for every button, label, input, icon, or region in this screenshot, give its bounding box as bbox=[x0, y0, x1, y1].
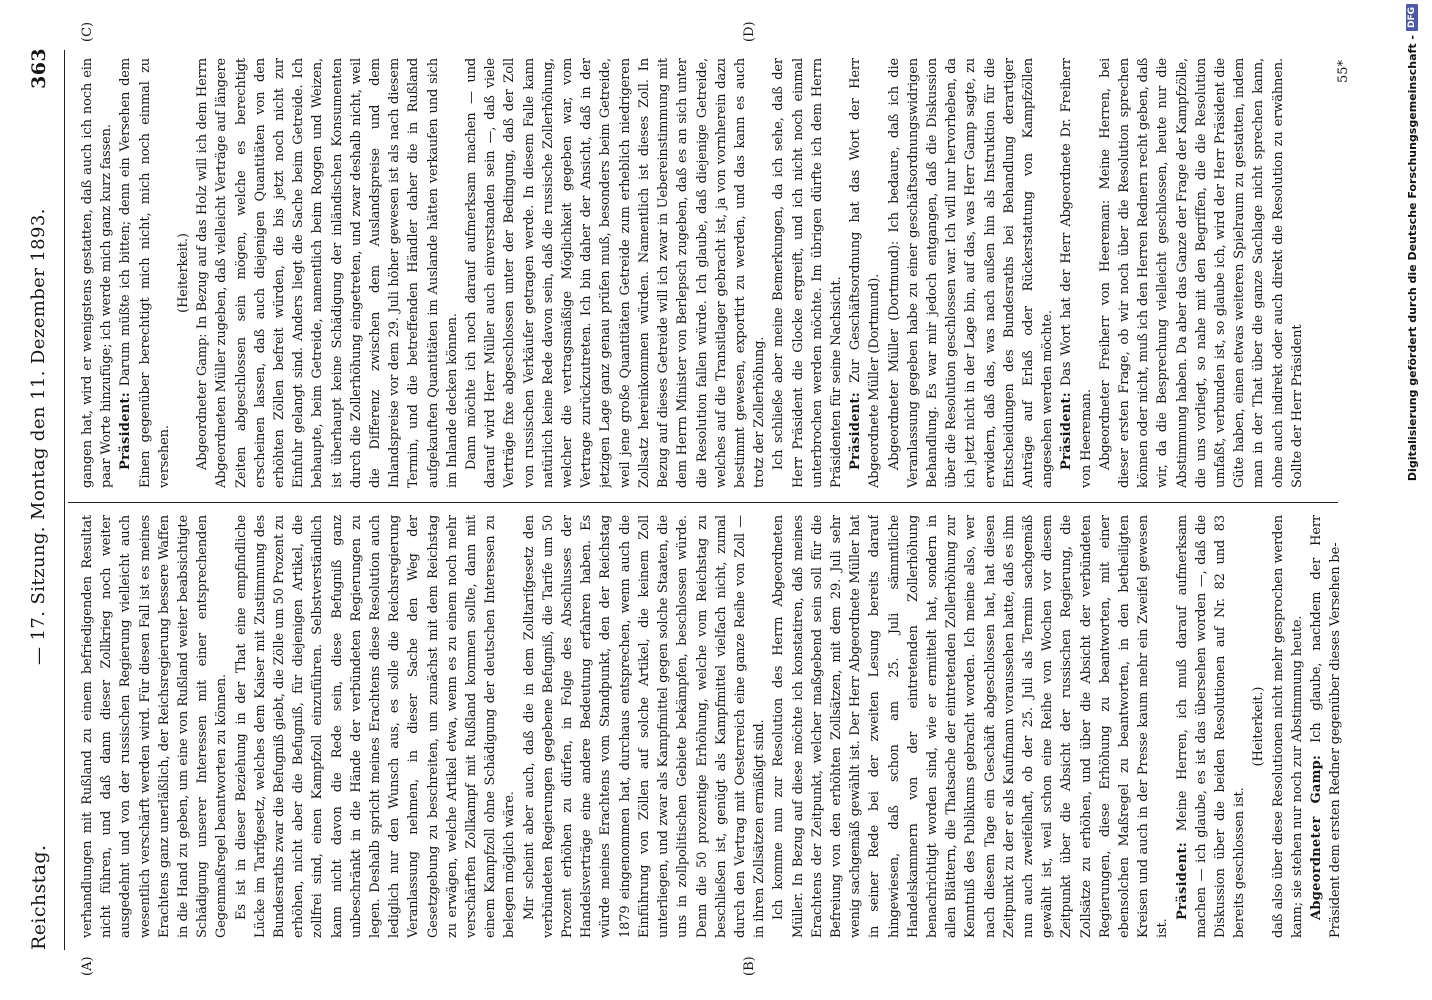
speech-text: Meine Herren, ich muß darauf aufmerksam machen — ich glaube, es ist das übersehen worden —, daß die Diskussion über die beiden Resolutionen auf Nr. 82 und 83 bereits geschlossen ist. bbox=[1174, 515, 1248, 938]
body-paragraph: Dann möchte ich noch darauf aufmerksam machen — und darauf wird Herr Müller auch einverstanden sein —, daß viele Verträge fixe abgeschlossen unter der Bedingung, daß der Zoll von russischen Verkäufer getragen werde. In diesem Falle kann natürlich keine Rede davon sein, daß die russische Zollerhöhung, welcher die vertragsmäßige Möglichkeit gegeben war, vom Vertrage zurückzutreten. Ich bin daher der Ansicht, daß in der jetzigen Lage ganz genau prüfen muß, besonders beim Getreide, weil jene große Quantitäten Getreide zum erheblich niedrigeren Zollsatz hereinkommen würden. Namentlich ist dieses Zoll. In Bezug auf dieses Getreide will ich zwar in Uebereinstimmung mit dem Herrn Minister von Berlepsch zugeben, daß es an sich unter die Resolution fallen würde. Ich glaube, daß diejenige Getreide, welches auf die Transitlager gebracht ist, ja von vornherein dazu bestimmt gewesen, exportirt zu werden, und das kann es auch trotz der Zollerhöhung. bbox=[464, 58, 768, 488]
body-paragraph: Ich komme nun zur Resolution des Herrn Abgeordneten Müller. In Bezug auf diese möchte ich konstatiren, daß meines Erachtens der Zeitpunkt, welcher maßgebend sein soll für die Befreiung von den erhöhten Zollsätzen, mit dem 29. Juli sehr wenig sachgemäß gewählt ist. Der Herr Abgeordnete Müller hat in seiner Rede bei der zweiten Lesung bereits darauf hingewiesen, daß schon am 25. Juli sämmtliche Handelskammern von der eintretenden Zollerhöhung benachrichtigt worden sind, wie er ermittelt hat, sondern in allen Blättern, die Thatsache der eintretenden Zollerhöhung zur Kenntniß des Publikums gebracht worden. Ich meine also, wer nach diesem Tage ein Geschäft abgeschlossen hat, hat diesen Zeitpunkt zu der er als Kaufmann voraussehen hatte, daß es ihm nun auch zweifelhaft, ob der 25. Juli als Termin sachgemäß gewählt ist, weil schon eine Reihe von Wochen vor diesem Zeitpunkt über die Absicht der russischen Regierung, die Zollsätze zu erhöhen, und über die Absicht der verbündeten Regierungen, diese Erhöhung zu beantworten, mit einer ebensolchen Maßregel zu beantworten, in den betheiligten Kreisen und auch in der Presse kaum mehr ein Zweifel gewesen ist. bbox=[771, 515, 1171, 938]
body-paragraph: Abgeordneter Gamp: In Bezug auf das Holz will ich dem Herrn Abgeordneten Müller zugeben, daß vielleicht Verträge auf längere Zeiten abgeschlossen sein mögen, welche es berechtigt erscheinen lassen, daß auch diejenigen Quantitäten von den erhöhten Zöllen befreit würden, die bis jetzt noch nicht zur Einfuhr gelangt sind. Anders liegt die Sache beim Getreide. Ich behaupte, beim Getreide, namentlich beim Roggen und Weizen, ist überhaupt keine Schädigung der inländischen Konsumenten durch die Zollerhöhung eingetreten, und zwar deshalb nicht, weil die Differenz zwischen dem Auslandspreise und dem Inlandspreise vor dem 29. Juli höher gewesen ist als nach diesem Termin, und die betreffenden Händler daher die in Rußland aufgekauften Quantitäten im Auslande hätten verkaufen und sich im Inlande decken können. bbox=[195, 58, 460, 488]
speech-text: Das Wort hat der Herr Abgeordnete Dr. Freiherr von Heereman. bbox=[1059, 58, 1094, 488]
speech-paragraph bbox=[846, 58, 884, 488]
margin-mark-b: (B) bbox=[742, 956, 757, 976]
margin-mark-d: (D) bbox=[742, 21, 757, 42]
body-paragraph: gangen hat, wird er wenigstens gestatten, daß auch ich noch ein paar Worte hinzufüge; ich werde mich ganz kurz fassen. bbox=[80, 58, 115, 488]
speech-text: Ich glaube, nachdem der Herr Präsident dem ersten Redner gegenüber dieses Versehen be- bbox=[1309, 515, 1344, 938]
speech-text: Darum müßte ich bitten; denn ein Versehen dem Einen gegenüber berechtigt mich nicht, mich noch einmal zu versehen. bbox=[118, 58, 172, 488]
page-footer-mark: 55* bbox=[1336, 60, 1351, 84]
body-paragraph: verhandlungen mit Rußland zu einem befriedigenden Resultat nicht führen, und daß dann dieser Zollkrieg noch weiter ausgedehnt und von der russischen Regierung vielleicht auch wesentlich verschärft werden wird. Für diesen Fall ist es meines Erachtens ganz unerläßlich, der Reichsregierung bessere Waffen in die Hand zu geben, um eine von Rußland weiter beabsichtigte Schädigung unserer Interessen mit einer entsprechenden Gegenmaßregel beantworten zu können. bbox=[80, 515, 230, 938]
margin-mark-c: (C) bbox=[80, 21, 95, 42]
text-column-right bbox=[78, 58, 1353, 488]
body-paragraph: Mir scheint aber auch, daß die in dem Zolltarifgesetz den verbündeten Regierungen gegebene Befugniß, die Tarife um 50 Prozent erhöhen zu dürfen, in Folge des Abschlusses der Handelsverträge eine andere Bedeutung erfahren haben. Es würde meines Erachtens vom Standpunkt, den der Reichstag 1879 eingenommen hat, durchaus entsprechen, wenn auch die Einführung von Zöllen auf solche Artikel, die keinem Zoll unterliegen, und zwar als Kampfmittel gegen solche Staaten, die uns in zollpolitischen Gebiete bekämpfen, beschlossen würde. Denn die 50 prozentige Erhöhung, welche vom Reichstag zu beschließen ist, genügt als Kampfmittel vielfach nicht, zumal durch den Vertrag mit Oesterreich eine ganze Reihe von Zoll — in ihren Zollsätzen ermäßigt sind. bbox=[521, 515, 768, 938]
speech-paragraph bbox=[1173, 515, 1250, 938]
interjection: (Heiterkeit.) bbox=[1251, 686, 1267, 767]
speaker-name: Präsident: bbox=[1059, 392, 1075, 470]
speech-paragraph bbox=[1307, 515, 1345, 938]
digitization-credit bbox=[1405, 0, 1429, 1000]
text-column-left bbox=[78, 515, 1353, 938]
header-rule bbox=[64, 50, 65, 950]
speaker-name: Präsident: bbox=[848, 392, 864, 470]
speech-paragraph bbox=[116, 58, 174, 488]
speech-text: Zur Geschäftsordnung hat das Wort der Herr Abgeordnete Müller (Dortmund). bbox=[848, 58, 883, 488]
header-center: — 17. Sitzung. Montag den 11. Dezember 1893. bbox=[28, 208, 49, 665]
speaker-name: Abgeordneter Gamp: bbox=[1309, 754, 1324, 920]
body-paragraph: Abgeordneter Müller (Dortmund): Ich bedaure, daß ich die Veranlassung gegeben habe zu einer geschäftsordnungswidrigen Behandlung. Es war mir jedoch entgangen, daß die Diskussion über die Resolution geschlossen war. Ich will nur hervorheben, da ich jetzt nicht in der Lage bin, auf das, was Herr Gamp sagte, zu erwidern, daß das, was nach außen hin als Instruktion für die Entscheidungen des Bundesraths bei Behandlung derartiger Anträge auf Erlaß oder Rückerstattung von Kampfzöllen angesehen werden möchte. bbox=[886, 58, 1056, 488]
column-divider bbox=[68, 502, 1338, 503]
digitization-credit-text: Digitalisierung gefördert durch die Deutsche Forschungsgemeinschaft - bbox=[1405, 35, 1419, 482]
page-number: 363 bbox=[28, 48, 50, 89]
speaker-name: Präsident: bbox=[118, 392, 134, 470]
speaker-name: Präsident: bbox=[1174, 842, 1190, 920]
interjection: (Heiterkeit.) bbox=[176, 233, 192, 313]
margin-mark-a: (A) bbox=[80, 956, 95, 976]
body-paragraph: Es ist in dieser Beziehung in der That eine empfindliche Lücke im Tarifgesetz, welches dem Kaiser mit Zustimmung des Bundesraths zwar die Befugniß giebt, die Zölle um 50 Prozent zu erhöhen, nicht aber die Befugniß, für diejenigen Artikel, die zollfrei sind, einen Kampfzoll einzuführen. Selbstverständlich kann nicht davon die Rede sein, diese Befugniß ganz unbeschränkt in die Hände der verbündeten Regierungen zu legen. Deshalb spricht meines Erachtens diese Resolution auch lediglich nur den Wunsch aus, es solle die Reichsregierung Veranlassung nehmen, in dieser Sache den Weg der Gesetzgebung zu beschreiten, um zunächst mit dem Reichstag zu erwägen, welche Artikel etwa, wenn es zu einem noch mehr verschärften Zollkampf mit Rußland kommen sollte, dann mit einem Kampfzoll ohne Schädigung der deutschen Interessen zu belegen möglich wäre. bbox=[233, 515, 518, 938]
dfg-logo-icon: DFG bbox=[1406, 4, 1418, 31]
body-paragraph: Abgeordneter Freiherr von Heereman: Meine Herren, bei dieser ersten Frage, ob wir noch über die Resolution sprechen können oder nicht, muß ich den Herren Rednern recht geben, daß wir, da die Besprechung vielleicht geschlossen, heute nur die Abstimmung haben. Da aber das Ganze der Frage der Kampfzölle, die uns vorliegt, so nahe mit den Begriffen, die die Resolution umfaßt, verbunden ist, so glaube ich, wird der Herr Präsident die Güte haben, einen etwas weiteren Spielraum zu gestatten, indem man in der That über die ganze Sachlage nicht sprechen kann, ohne auch indirekt oder auch direkt die Resolution zu erwähnen. Sollte der Herr Präsident bbox=[1097, 58, 1305, 488]
speech-paragraph bbox=[1057, 58, 1095, 488]
body-paragraph: daß also über diese Resolutionen nicht mehr gesprochen werden kann; sie stehen nur noch zur Abstimmung heute. bbox=[1270, 515, 1305, 938]
body-paragraph: Ich schließe aber meine Bemerkungen, da ich sehe, daß der Herr Präsident die Glocke ergreift, und ich nicht noch einmal unterbrochen werden möchte. Im übrigen dürfte ich dem Herrn Präsidenten für seine Nachsicht. bbox=[771, 58, 844, 488]
header-left: Reichstag. bbox=[28, 844, 50, 950]
